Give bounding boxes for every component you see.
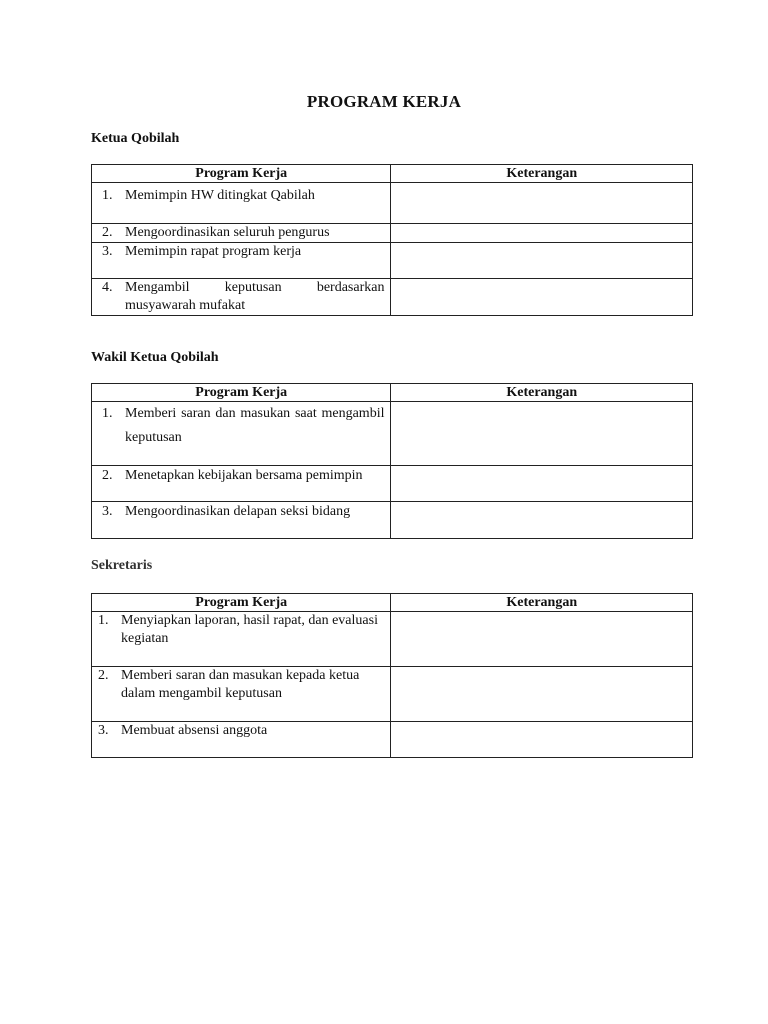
keterangan-cell[interactable] <box>391 224 693 243</box>
item-text: Membuat absensi anggota <box>121 723 268 738</box>
section-heading-sekretaris: Sekretaris <box>91 558 153 573</box>
program-cell <box>92 667 391 722</box>
column-header-program-kerja: Program Kerja <box>92 594 391 612</box>
column-header-keterangan: Keterangan <box>391 594 693 612</box>
keterangan-cell[interactable] <box>391 279 693 316</box>
item-number: 3. <box>102 504 113 519</box>
list-item <box>92 402 390 450</box>
item-text: Mengoordinasikan seluruh pengurus <box>125 225 330 240</box>
table-row <box>92 466 693 502</box>
table-ketua-qobilah <box>91 164 693 316</box>
section-heading-ketua-qobilah: Ketua Qobilah <box>91 131 180 146</box>
item-number: 1. <box>102 406 113 421</box>
program-cell <box>92 722 391 758</box>
table-row <box>92 502 693 539</box>
item-text: Memberi saran dan masukan saat mengambil keputusan <box>125 406 385 445</box>
list-item <box>92 667 390 703</box>
item-text: Mengambil keputusan berdasarkan musyawarah mufakat <box>125 280 385 313</box>
item-text: Memimpin HW ditingkat Qabilah <box>125 188 315 203</box>
item-text: Memimpin rapat program kerja <box>125 244 302 259</box>
list-item <box>92 722 390 740</box>
table-row <box>92 402 693 466</box>
item-number: 2. <box>102 225 113 240</box>
table-header-row <box>92 594 693 612</box>
item-number: 1. <box>98 613 109 628</box>
keterangan-cell[interactable] <box>391 466 693 502</box>
item-number: 2. <box>102 468 113 483</box>
item-number: 3. <box>102 244 113 259</box>
table-header-row <box>92 384 693 402</box>
list-item <box>92 224 390 242</box>
item-text: Menyiapkan laporan, hasil rapat, dan evaluasi kegiatan <box>121 613 378 646</box>
list-item <box>92 279 390 315</box>
program-cell <box>92 224 391 243</box>
keterangan-cell[interactable] <box>391 502 693 539</box>
keterangan-cell[interactable] <box>391 667 693 722</box>
column-header-keterangan: Keterangan <box>391 165 693 183</box>
table-row <box>92 243 693 279</box>
column-header-keterangan: Keterangan <box>391 384 693 402</box>
table-wakil-ketua-qobilah <box>91 383 693 539</box>
list-item <box>92 466 390 485</box>
program-cell <box>92 612 391 667</box>
item-number: 1. <box>102 188 113 203</box>
table-sekretaris <box>91 593 693 758</box>
page-title: PROGRAM KERJA <box>306 92 462 111</box>
program-cell <box>92 466 391 502</box>
list-item <box>92 183 390 205</box>
keterangan-cell[interactable] <box>391 183 693 224</box>
list-item <box>92 502 390 521</box>
table-header-row <box>92 165 693 183</box>
item-number: 2. <box>98 668 109 683</box>
table-row <box>92 667 693 722</box>
table-row <box>92 722 693 758</box>
program-cell <box>92 279 391 316</box>
item-text: Memberi saran dan masukan kepada ketua dalam mengambil keputusan <box>121 668 360 701</box>
program-cell <box>92 183 391 224</box>
section-heading-wakil-ketua-qobilah: Wakil Ketua Qobilah <box>91 350 219 365</box>
keterangan-cell[interactable] <box>391 612 693 667</box>
program-cell <box>92 243 391 279</box>
item-text: Mengoordinasikan delapan seksi bidang <box>125 504 351 519</box>
item-text: Menetapkan kebijakan bersama pemimpin <box>125 468 363 483</box>
list-item <box>92 243 390 261</box>
column-header-program-kerja: Program Kerja <box>92 165 391 183</box>
keterangan-cell[interactable] <box>391 243 693 279</box>
table-row <box>92 183 693 224</box>
keterangan-cell[interactable] <box>391 722 693 758</box>
table-row <box>92 279 693 316</box>
table-row <box>92 224 693 243</box>
keterangan-cell[interactable] <box>391 402 693 466</box>
column-header-program-kerja: Program Kerja <box>92 384 391 402</box>
program-cell <box>92 402 391 466</box>
table-row <box>92 612 693 667</box>
program-cell <box>92 502 391 539</box>
list-item <box>92 612 390 648</box>
item-number: 3. <box>98 723 109 738</box>
item-number: 4. <box>102 280 113 295</box>
